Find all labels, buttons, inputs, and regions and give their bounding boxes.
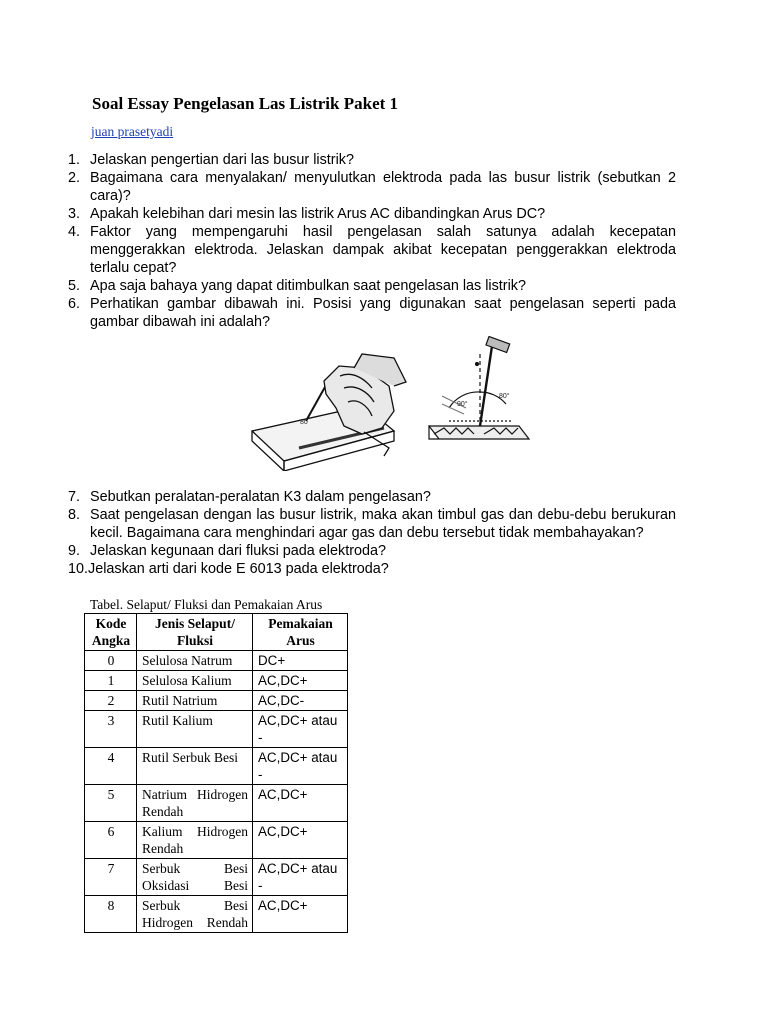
table-header-row	[85, 614, 348, 651]
question-item	[68, 488, 676, 506]
question-text: Saat pengelasan dengan las busur listrik, maka akan timbul gas dan debu-debu berukuran kecil. Bagaimana cara menghindari agar gas dan debu tersebut tidak membahayakan?	[90, 507, 676, 541]
cell-pemakaian: AC,DC+ atau -	[253, 748, 348, 785]
question-number: 6.	[68, 296, 81, 312]
cell-pemakaian: AC,DC+	[253, 896, 348, 933]
question-number: 4.	[68, 224, 81, 240]
question-number: 7.	[68, 489, 81, 505]
welding-position-figure	[244, 336, 534, 471]
cell-kode: 2	[85, 691, 137, 711]
question-text: Sebutkan peralatan-peralatan K3 dalam pengelasan?	[90, 489, 431, 505]
cell-kode: 3	[85, 711, 137, 748]
cell-jenis: Rutil Serbuk Besi	[137, 748, 253, 785]
cell-kode: 4	[85, 748, 137, 785]
cell-jenis: Selulosa Kalium	[137, 671, 253, 691]
question-text: Jelaskan kegunaan dari fluksi pada elektroda?	[90, 543, 387, 559]
question-number: 5.	[68, 278, 81, 294]
question-text: Bagaimana cara menyalakan/ menyulutkan elektroda pada las busur listrik (sebutkan 2 cara)?	[90, 170, 676, 204]
cell-jenis: Natrium Hidrogen Rendah	[137, 785, 253, 822]
cell-pemakaian: DC+	[253, 651, 348, 671]
angle-label-80: 80°	[499, 393, 510, 400]
table-row	[85, 748, 348, 785]
question-text: Apakah kelebihan dari mesin las listrik Arus AC dibandingkan Arus DC?	[90, 206, 546, 222]
question-item	[68, 205, 676, 223]
table-row	[85, 896, 348, 933]
cell-kode: 0	[85, 651, 137, 671]
table-row	[85, 822, 348, 859]
question-item	[68, 295, 676, 331]
question-item	[68, 277, 676, 295]
cell-kode: 1	[85, 671, 137, 691]
question-item	[68, 560, 676, 578]
cell-jenis: Kalium Hidrogen Rendah	[137, 822, 253, 859]
question-number: 8.	[68, 507, 81, 523]
cell-pemakaian: AC,DC+ atau -	[253, 859, 348, 896]
electrode-code-table	[84, 613, 348, 933]
cell-pemakaian: AC,DC-	[253, 691, 348, 711]
cell-pemakaian: AC,DC+	[253, 822, 348, 859]
table-row	[85, 651, 348, 671]
cell-kode: 5	[85, 785, 137, 822]
question-number: 3.	[68, 206, 81, 222]
question-number: 2.	[68, 170, 81, 186]
cell-kode: 7	[85, 859, 137, 896]
question-item	[68, 506, 676, 542]
table-row	[85, 671, 348, 691]
question-number: 9.	[68, 543, 81, 559]
cell-kode: 6	[85, 822, 137, 859]
question-list-part2	[68, 488, 676, 578]
author-link[interactable]: juan prasetyadi	[91, 124, 174, 139]
angle-label-90: 90°	[457, 401, 468, 408]
question-item	[68, 151, 676, 169]
question-list-part1	[68, 151, 676, 331]
header-kode-angka: Kode Angka	[85, 614, 137, 651]
question-text: Faktor yang mempengaruhi hasil pengelasan salah satunya adalah kecepatan menggerakkan elektroda. Jelaskan dampak akibat kecepatan penggerakkan elektroda terlalu cepat?	[90, 224, 676, 276]
question-text: Apa saja bahaya yang dapat ditimbulkan saat pengelasan las listrik?	[90, 278, 526, 294]
cell-jenis: Selulosa Natrum	[137, 651, 253, 671]
question-text: Perhatikan gambar dibawah ini. Posisi yang digunakan saat pengelasan seperti pada gambar dibawah ini adalah?	[90, 296, 676, 330]
header-jenis-selaput: Jenis Selaput/ Fluksi	[137, 614, 253, 651]
cell-kode: 8	[85, 896, 137, 933]
question-item	[68, 223, 676, 277]
table-row	[85, 859, 348, 896]
question-item	[68, 169, 676, 205]
cell-pemakaian: AC,DC+	[253, 785, 348, 822]
cell-jenis: Serbuk Besi Oksidasi Besi	[137, 859, 253, 896]
cell-jenis: Rutil Kalium	[137, 711, 253, 748]
cell-pemakaian: AC,DC+	[253, 671, 348, 691]
table-row	[85, 785, 348, 822]
table-row	[85, 691, 348, 711]
header-pemakaian-arus: Pemakaian Arus	[253, 614, 348, 651]
table-caption: Tabel. Selaput/ Fluksi dan Pemakaian Arus	[90, 597, 323, 612]
cell-pemakaian: AC,DC+ atau -	[253, 711, 348, 748]
svg-text:80: 80	[300, 419, 308, 426]
question-text: Jelaskan arti dari kode E 6013 pada elektroda?	[88, 561, 389, 577]
question-number: 1.	[68, 152, 81, 168]
table-row	[85, 711, 348, 748]
question-item	[68, 542, 676, 560]
cell-jenis: Rutil Natrium	[137, 691, 253, 711]
question-number: 10.	[68, 561, 89, 577]
electrode-angle-diagram	[429, 336, 529, 439]
welding-hand-illustration	[252, 354, 406, 471]
cell-jenis: Serbuk Besi Hidrogen Rendah	[137, 896, 253, 933]
question-text: Jelaskan pengertian dari las busur listrik?	[90, 152, 354, 168]
document-title: Soal Essay Pengelasan Las Listrik Paket 1	[92, 94, 399, 113]
